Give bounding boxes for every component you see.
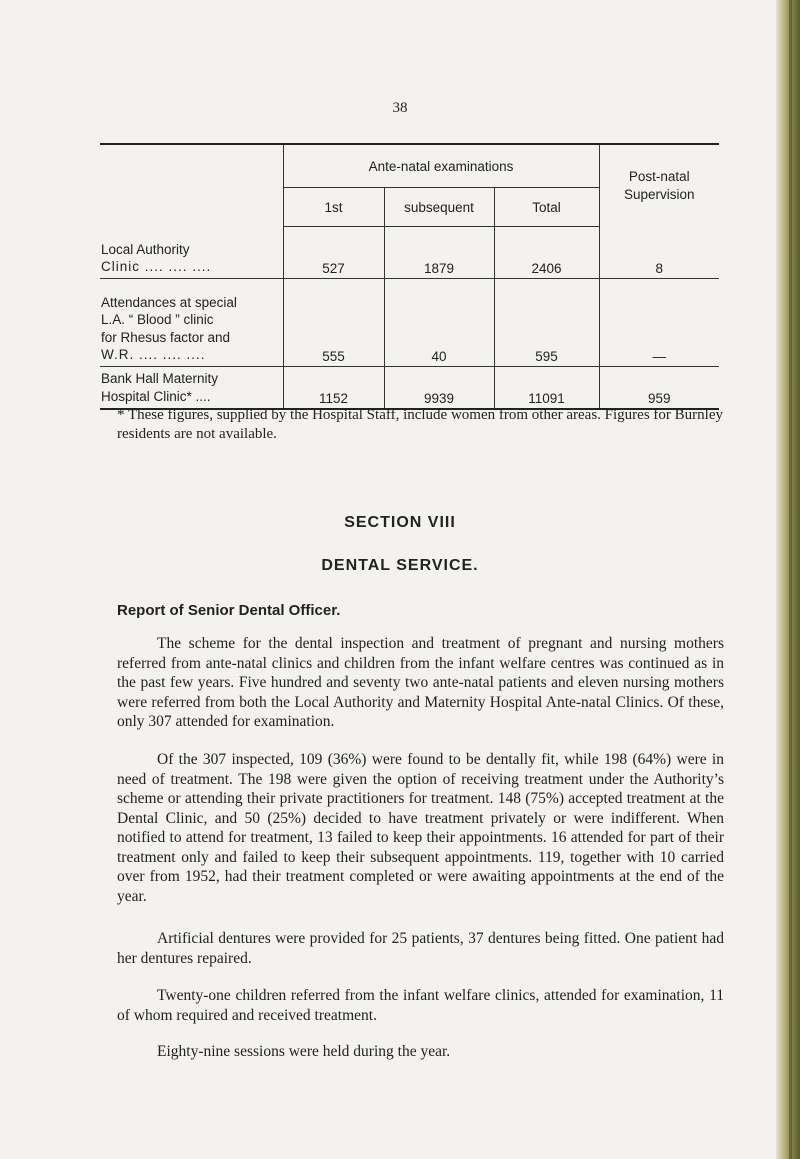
row-label: [100, 227, 283, 279]
cell-first: 1152: [283, 367, 384, 409]
cell-total: 595: [494, 279, 599, 367]
cell-subsequent: 40: [384, 279, 494, 367]
table-row: [100, 279, 719, 367]
table-footnote: * These figures, supplied by the Hospital Staff, include women from other areas. Figures for Burnley residents are not available.: [117, 407, 723, 442]
row-label-line: Bank Hall Maternity: [101, 371, 219, 387]
paragraph: The scheme for the dental inspection and treatment of pregnant and nursing mothers referred from ante-natal clinics and children from the infant welfare centres was continued as in the past few years. Five hundred and seventy two ante-natal patients and eleven nursing mothers were referred from both the Local Authority and Maternity Hospital Ante-natal Clinics. Of these, only 307 attended for examination.: [117, 635, 724, 730]
table-header-total: Total: [494, 188, 599, 227]
row-label-line: W.R. .... .... ....: [101, 347, 206, 363]
row-label-line: for Rhesus factor and: [101, 329, 231, 345]
row-label-line: Attendances at special: [101, 294, 237, 310]
row-label-line: Local Authority: [101, 241, 190, 257]
cell-post: 959: [599, 367, 719, 409]
table-row: [100, 367, 719, 409]
antenatal-table: [100, 143, 719, 410]
paragraph: Twenty-one children referred from the infant welfare clinics, attended for examination, 11 of whom required and received treatment.: [117, 987, 724, 1024]
paragraph: Artificial dentures were provided for 25 patients, 37 dentures being fitted. One patient had her dentures repaired.: [117, 930, 724, 967]
section-subtitle: DENTAL SERVICE.: [321, 557, 479, 574]
cell-subsequent: 9939: [384, 367, 494, 409]
post-header-line1: Post-natal: [628, 168, 690, 184]
cell-subsequent: 1879: [384, 227, 494, 279]
table-post-header: [599, 144, 719, 227]
cell-post: 8: [599, 227, 719, 279]
page-number: 38: [392, 100, 408, 116]
page-edge-shadow: [776, 0, 800, 1159]
row-label: [100, 367, 283, 409]
report-heading: Report of Senior Dental Officer.: [117, 602, 341, 619]
row-label-line: L.A. “ Blood ” clinic: [101, 312, 214, 328]
table-row: [100, 227, 719, 279]
cell-first: 555: [283, 279, 384, 367]
table-corner-cell: [100, 144, 283, 227]
post-header-line2: Supervision: [623, 186, 695, 202]
table-header-first: 1st: [283, 188, 384, 227]
table-group-header: Ante-natal examinations: [283, 144, 599, 188]
cell-total: 2406: [494, 227, 599, 279]
cell-post: —: [599, 279, 719, 367]
paragraph: Eighty-nine sessions were held during the year.: [157, 1043, 451, 1060]
row-label: [100, 279, 283, 367]
table-header-subsequent: subsequent: [384, 188, 494, 227]
cell-first: 527: [283, 227, 384, 279]
row-label-line: Clinic .... .... ....: [101, 259, 212, 275]
section-title: SECTION VIII: [344, 514, 456, 531]
row-label-line: Hospital Clinic* ....: [101, 388, 211, 404]
page-edge-line: [789, 0, 792, 1159]
cell-total: 11091: [494, 367, 599, 409]
paragraph: Of the 307 inspected, 109 (36%) were found to be dentally fit, while 198 (64%) were in need of treatment. The 198 were given the option of receiving treatment under the Authority’s scheme or attending their private practitioners for treatment. 148 (75%) accepted treatment at the Dental Clinic, and 50 (25%) decided to have treatment privately or were indifferent. When notified to attend for treatment, 13 failed to keep their appointments. 16 attended for part of their treatment only and failed to keep their subsequent appointments. 119, together with 10 carried over from 1952, had their treatment completed or were awaiting appointments at the end of the year.: [117, 751, 724, 905]
